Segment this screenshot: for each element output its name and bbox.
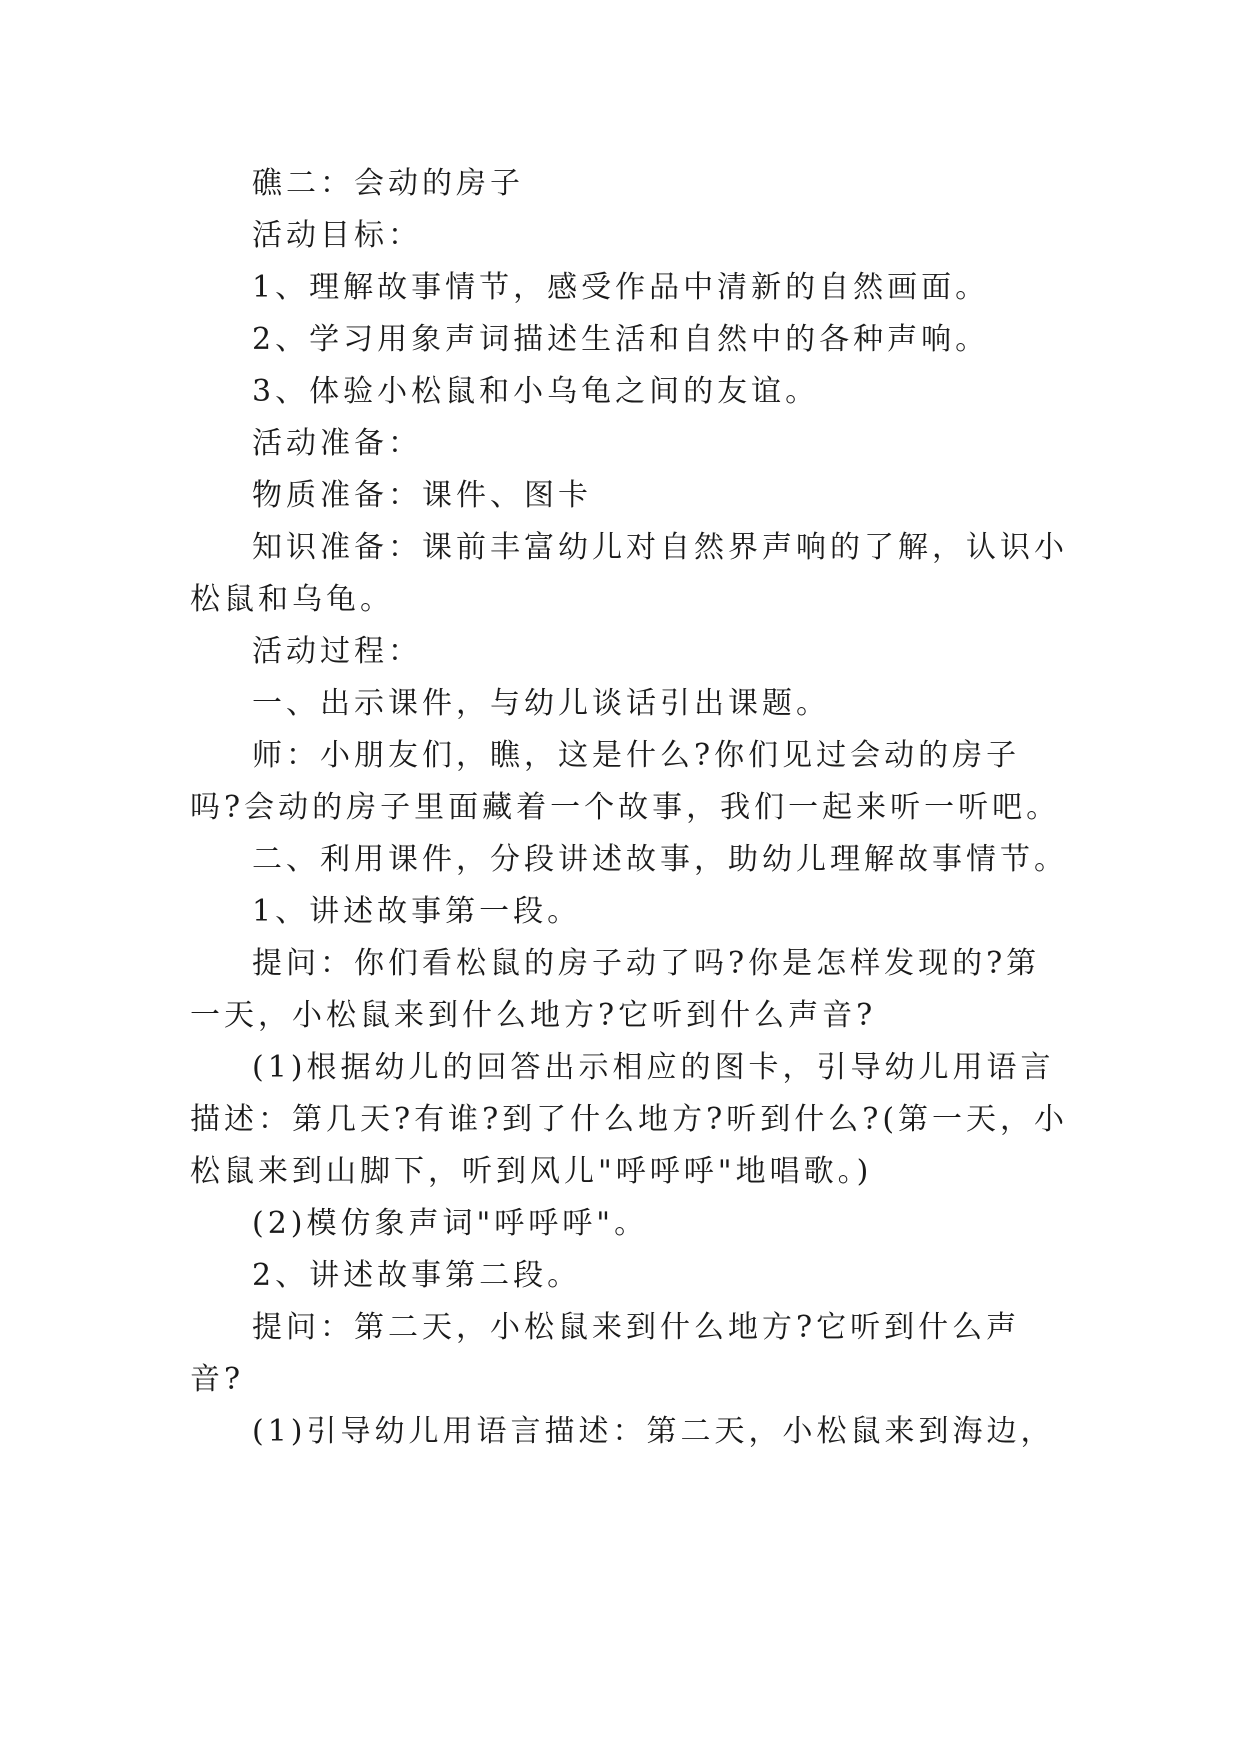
goal-item-3: 3、体验小松鼠和小乌龟之间的友谊。 [252, 374, 820, 409]
teacher-dialogue: 师：小朋友们，瞧，这是什么?你们见过会动的房子吗?会动的房子里面藏着一个故事，我们一起来听一听吧。 [190, 738, 1061, 825]
material-preparation: 物质准备：课件、图卡 [252, 478, 592, 513]
sub-item-1-1: (1)根据幼儿的回答出示相应的图卡，引导幼儿用语言描述：第几天?有谁?到了什么地方?听到什么?(第一天，小松鼠来到山脚下，听到风儿"呼呼呼"地唱歌。) [190, 1050, 1069, 1189]
section-title: 礁二：会动的房子 [252, 166, 524, 201]
heading-activity-goals: 活动目标： [252, 218, 422, 253]
goal-item-2: 2、学习用象声词描述生活和自然中的各种声响。 [252, 322, 990, 357]
knowledge-preparation: 知识准备：课前丰富幼儿对自然界声响的了解，认识小松鼠和乌龟。 [190, 530, 1068, 617]
story-part-2: 2、讲述故事第二段。 [252, 1258, 582, 1293]
question-part-1: 提问：你们看松鼠的房子动了吗?你是怎样发现的?第一天，小松鼠来到什么地方?它听到什么声音? [190, 946, 1041, 1033]
goal-item-1: 1、理解故事情节，感受作品中清新的自然画面。 [252, 270, 990, 305]
sub-item-1-2: (2)模仿象声词"呼呼呼"。 [252, 1206, 649, 1241]
process-step-2: 二、利用课件，分段讲述故事，助幼儿理解故事情节。 [252, 842, 1068, 877]
process-step-1: 一、出示课件，与幼儿谈话引出课题。 [252, 686, 830, 721]
question-part-2: 提问：第二天，小松鼠来到什么地方?它听到什么声音? [190, 1310, 1021, 1397]
sub-item-2-1: (1)引导幼儿用语言描述：第二天，小松鼠来到海边， [252, 1414, 1055, 1449]
heading-activity-preparation: 活动准备： [252, 426, 422, 461]
story-part-1: 1、讲述故事第一段。 [252, 894, 582, 929]
heading-activity-process: 活动过程： [252, 634, 422, 669]
document-body [190, 158, 1070, 1458]
